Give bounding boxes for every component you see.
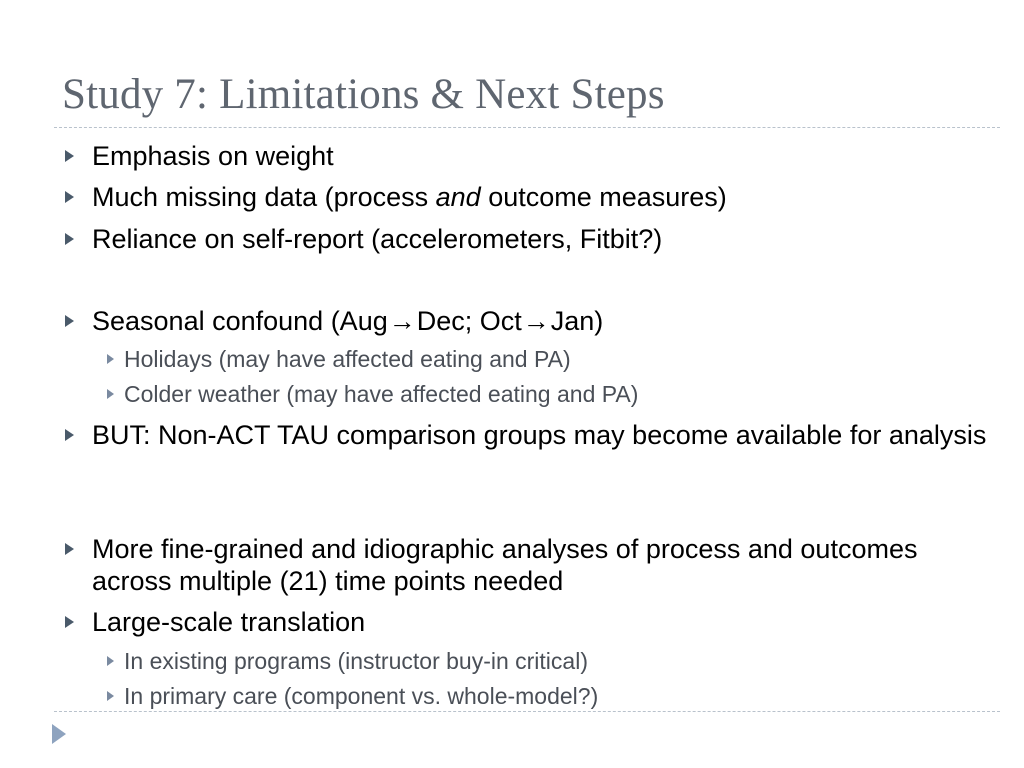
bullet-fine-grained-analyses: More fine-grained and idiographic analyses of process and outcomes across multiple (21) time points needed: [92, 534, 918, 596]
play-arrow-icon[interactable]: [52, 724, 66, 744]
sub-bullet-icon: [107, 354, 114, 364]
sub-bullet-existing-programs: In existing programs (instructor buy-in critical): [124, 648, 588, 674]
bullet-large-scale-translation: Large-scale translation: [92, 607, 366, 637]
bullet-comparison-groups: BUT: Non-ACT TAU comparison groups may become available for analysis: [92, 420, 987, 450]
bullet-icon: [65, 150, 74, 162]
bullet-icon: [65, 616, 74, 628]
bullet-seasonal-confound: [92, 305, 992, 337]
seasonal-text-a: Seasonal confound (Aug: [92, 306, 388, 336]
bullet-missing-data-post: outcome measures): [480, 182, 727, 212]
seasonal-text-b: Dec; Oct: [416, 306, 522, 336]
bullet-icon: [65, 191, 74, 203]
bullet-icon: [65, 429, 74, 441]
sub-bullet-icon: [107, 691, 114, 701]
bullet-missing-data-pre: Much missing data (process: [92, 182, 436, 212]
bullet-self-report: Reliance on self-report (accelerometers, Fitbit?): [92, 224, 663, 254]
footer-divider: [54, 711, 1000, 712]
sub-bullet-colder-weather: Colder weather (may have affected eating and PA): [124, 381, 639, 407]
bullet-icon: [65, 315, 74, 327]
arrow-right-icon: →: [522, 306, 550, 336]
bullet-icon: [65, 543, 74, 555]
seasonal-text-c: Jan): [550, 306, 604, 336]
bullet-missing-data: [92, 181, 992, 213]
bullet-missing-data-emphasis: and: [435, 182, 481, 212]
arrow-right-icon: →: [388, 306, 416, 336]
title-divider: [54, 127, 1000, 128]
sub-bullet-icon: [107, 656, 114, 666]
sub-bullet-primary-care: In primary care (component vs. whole-model?): [124, 683, 599, 709]
bullet-emphasis-on-weight: Emphasis on weight: [92, 141, 334, 171]
sub-bullet-holidays: Holidays (may have affected eating and PA): [124, 346, 571, 372]
sub-bullet-icon: [107, 389, 114, 399]
bullet-icon: [65, 233, 74, 245]
slide-title: Study 7: Limitations & Next Steps: [62, 71, 665, 118]
